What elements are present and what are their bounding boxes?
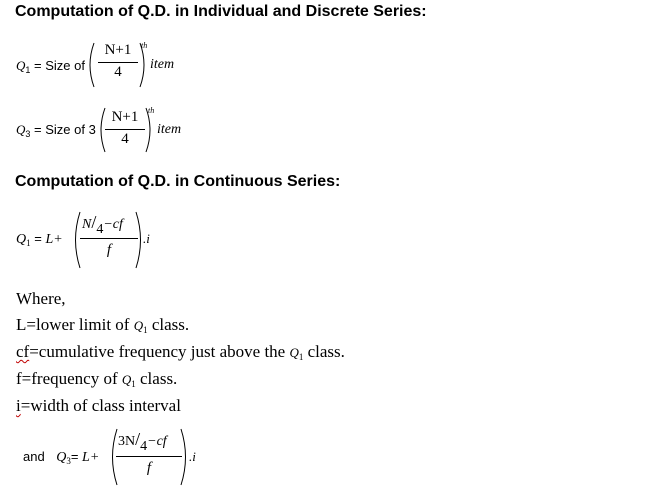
left-paren-icon — [70, 211, 82, 269]
q3-label: $Q_3$ = Size of 3 — [16, 122, 96, 139]
c3-denominator: f — [146, 460, 152, 476]
c3-fraction-bar — [116, 456, 182, 457]
definition-i: i=width of class interval — [16, 396, 181, 415]
c1-numerator: N/4−cf — [82, 212, 123, 237]
c1-denominator: f — [106, 242, 112, 258]
definition-L: L=lower limit of Q1 class. — [16, 315, 190, 335]
definition-f: f=frequency of Q1 class. — [16, 369, 178, 389]
q3-numerator: N+1 — [111, 109, 139, 125]
c1-label: $Q_1 = L+$ — [16, 231, 63, 248]
where-label: Where, — [16, 289, 66, 308]
heading-individual-discrete: Computation of Q.D. in Individual and Discrete Series: — [15, 3, 427, 20]
q3-superscript: th — [148, 106, 155, 115]
q3-denominator: 4 — [121, 131, 129, 147]
c1-i: .i — [143, 231, 150, 246]
c3-numerator: 3N/4−cf — [118, 429, 167, 454]
c3-i: .i — [189, 449, 196, 464]
q1-item: item — [150, 57, 175, 72]
definition-cf: cf=cumulative frequency just above the Q1 class. — [16, 342, 345, 362]
q3-item: item — [157, 122, 182, 137]
q1-superscript: th — [141, 41, 148, 50]
q3-fraction-bar — [105, 129, 145, 130]
q1-fraction-bar — [98, 62, 138, 63]
q1-denominator: 4 — [114, 64, 122, 80]
heading-continuous: Computation of Q.D. in Continuous Series: — [15, 173, 341, 190]
q1-numerator: N+1 — [104, 42, 132, 58]
q1-label: $Q_1$ = Size of — [16, 58, 85, 75]
c1-fraction-bar — [80, 238, 138, 239]
c3-label: and $Q_3= L+$ — [23, 449, 100, 466]
